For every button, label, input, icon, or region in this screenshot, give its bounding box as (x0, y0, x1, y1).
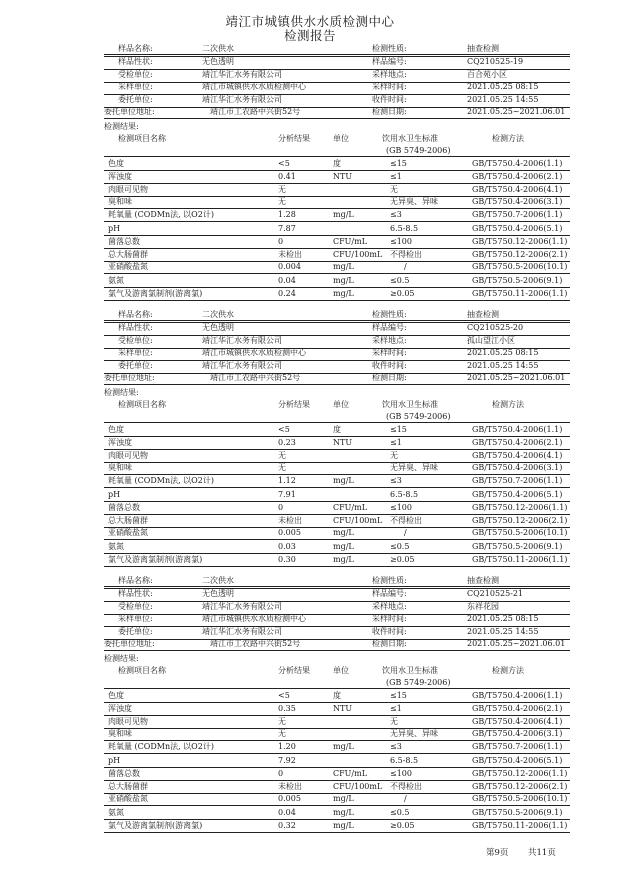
item-method: GB/T5750.7-2006(1.1) (472, 476, 563, 485)
label-entrust-address: 委托单位地址: (104, 373, 155, 382)
item-standard: ≤15 (390, 425, 407, 434)
item-name: 色度 (108, 425, 124, 434)
item-result: 0 (278, 237, 284, 246)
item-name: 菌落总数 (108, 769, 140, 778)
label-sampling-unit: 采样单位: (118, 614, 153, 623)
item-name: 肉眼可见物 (108, 185, 148, 194)
value-receive-time: 2021.05.25 14:55 (467, 361, 539, 370)
column-header-standard: 饮用水卫生标准 (382, 134, 438, 143)
item-standard: ≤1 (390, 704, 402, 713)
item-standard: 6.5-8.5 (390, 490, 419, 499)
column-header-unit: 单位 (333, 400, 349, 409)
label-client-unit: 受检单位: (118, 336, 153, 345)
center-name: 靖江市城镇供水水质检测中心 (225, 14, 395, 29)
sample-section-3 (0, 574, 620, 842)
divider-line (104, 819, 570, 820)
item-unit: mg/L (333, 210, 354, 219)
item-name: 浑浊度 (108, 704, 132, 713)
divider-line (104, 300, 570, 301)
divider-line (104, 501, 570, 502)
item-name: 臭和味 (108, 463, 132, 472)
item-result: 无 (278, 451, 286, 460)
item-unit: CFU/100mL (333, 516, 383, 525)
label-test-date: 检测日期: (372, 373, 407, 382)
label-sample-name: 样品名称: (118, 44, 153, 53)
item-result: 0.30 (278, 555, 296, 564)
value-test-date: 2021.05.25~2021.06.01 (467, 373, 566, 382)
report-title: 检测报告 (283, 28, 336, 43)
divider-line (104, 753, 570, 754)
item-method: GB/T5750.11-2006(1.1) (472, 821, 568, 830)
item-standard: 6.5-8.5 (390, 756, 419, 765)
value-sampling-site: 孤山望江小区 (467, 336, 515, 345)
item-method: GB/T5750.12-2006(2.1) (472, 516, 568, 525)
item-method: GB/T5750.5-2006(9.1) (472, 808, 563, 817)
item-unit: 度 (333, 159, 341, 168)
item-standard: ≥0.05 (390, 821, 415, 830)
item-result: 7.87 (278, 224, 296, 233)
divider-line (104, 702, 570, 703)
results-heading: 检测结果: (104, 654, 139, 663)
item-name: 臭和味 (108, 729, 132, 738)
item-name: 色度 (108, 159, 124, 168)
divider-line (104, 449, 570, 450)
item-result: 1.20 (278, 742, 296, 751)
item-name: pH (108, 490, 121, 499)
value-sample-property: 无色透明 (202, 323, 234, 332)
value-entrust-unit: 靖江华汇水务有限公司 (202, 361, 282, 370)
item-name: 氨氮 (108, 808, 124, 817)
divider-line (104, 539, 570, 540)
column-header-method: 检测方法 (492, 400, 524, 409)
item-method: GB/T5750.4-2006(4.1) (472, 717, 563, 726)
divider-line (104, 553, 570, 554)
item-unit: mg/L (333, 794, 354, 803)
item-method: GB/T5750.12-2006(2.1) (472, 250, 568, 259)
column-header-item: 检测项目名称 (118, 666, 166, 675)
item-name: 总大肠菌群 (108, 516, 148, 525)
item-name: 亚硝酸盐氮 (108, 528, 148, 537)
item-name: 肉眼可见物 (108, 717, 148, 726)
item-method: GB/T5750.4-2006(2.1) (472, 704, 563, 713)
item-result: <5 (278, 159, 290, 168)
value-sample-no: CQ210525-19 (467, 57, 524, 66)
column-header-method: 检测方法 (492, 134, 524, 143)
divider-line (104, 767, 570, 768)
item-method: GB/T5750.5-2006(10.1) (472, 528, 568, 537)
item-result: 0.41 (278, 172, 296, 181)
label-sampling-unit: 采样单位: (118, 82, 153, 91)
item-result: 0.04 (278, 808, 296, 817)
item-name: 耗氧量 (CODMn法, 以O2计) (108, 476, 214, 485)
value-sampling-unit: 靖江市城镇供水水质检测中心 (202, 82, 306, 91)
item-unit: CFU/mL (333, 769, 368, 778)
item-standard: 不得检出 (390, 782, 422, 791)
item-method: GB/T5750.4-2006(1.1) (472, 691, 563, 700)
item-standard: ≤3 (390, 210, 402, 219)
divider-line (104, 54, 570, 55)
item-method: GB/T5750.11-2006(1.1) (472, 555, 568, 564)
value-sample-no: CQ210525-20 (467, 323, 524, 332)
item-method: GB/T5750.5-2006(10.1) (472, 262, 568, 271)
column-header-standard: 饮用水卫生标准 (382, 400, 438, 409)
column-header-item: 检测项目名称 (118, 134, 166, 143)
item-method: GB/T5750.4-2006(1.1) (472, 425, 563, 434)
item-method: GB/T5750.11-2006(1.1) (472, 289, 568, 298)
column-header-method: 检测方法 (492, 666, 524, 675)
item-unit: mg/L (333, 276, 354, 285)
item-result: 0.004 (278, 262, 301, 271)
item-method: GB/T5750.4-2006(4.1) (472, 451, 563, 460)
value-sampling-time: 2021.05.25 08:15 (467, 82, 539, 91)
value-sample-property: 无色透明 (202, 589, 234, 598)
column-header-unit: 单位 (333, 134, 349, 143)
value-sample-name: 二次供水 (202, 576, 234, 585)
item-method: GB/T5750.4-2006(5.1) (472, 490, 563, 499)
label-sample-name: 样品名称: (118, 310, 153, 319)
item-standard: ≤3 (390, 476, 402, 485)
divider-line (104, 422, 570, 423)
item-result: 未检出 (278, 250, 302, 259)
item-name: 臭和味 (108, 197, 132, 206)
divider-line (104, 740, 570, 741)
item-method: GB/T5750.4-2006(3.1) (472, 197, 563, 206)
value-entrust-unit: 靖江华汇水务有限公司 (202, 627, 282, 636)
label-sample-property: 样品性状: (118, 57, 153, 66)
label-sample-no: 样品编号: (372, 323, 407, 332)
value-client-unit: 靖江华汇水务有限公司 (202, 602, 282, 611)
item-standard: ≤0.5 (390, 542, 410, 551)
item-method: GB/T5750.5-2006(9.1) (472, 542, 563, 551)
item-standard: ≥0.05 (390, 555, 415, 564)
item-method: GB/T5750.5-2006(10.1) (472, 794, 568, 803)
sample-section-2 (0, 308, 620, 576)
item-unit: mg/L (333, 821, 354, 830)
item-method: GB/T5750.4-2006(1.1) (472, 159, 563, 168)
item-standard: ≤0.5 (390, 276, 410, 285)
value-test-nature: 抽查检测 (467, 576, 499, 585)
item-name: 氯气及游离氯制剂(游离氯) (108, 555, 203, 564)
item-method: GB/T5750.7-2006(1.1) (472, 742, 563, 751)
divider-line (104, 235, 570, 236)
label-test-nature: 检测性质: (372, 44, 407, 53)
item-name: 色度 (108, 691, 124, 700)
label-entrust-unit: 委托单位: (118, 95, 153, 104)
item-unit: mg/L (333, 555, 354, 564)
item-name: 肉眼可见物 (108, 451, 148, 460)
value-sample-no: CQ210525-21 (467, 589, 524, 598)
item-standard: ≤15 (390, 691, 407, 700)
value-sample-name: 二次供水 (202, 310, 234, 319)
item-method: GB/T5750.5-2006(9.1) (472, 276, 563, 285)
value-sampling-time: 2021.05.25 08:15 (467, 614, 539, 623)
item-name: 氨氮 (108, 276, 124, 285)
value-receive-time: 2021.05.25 14:55 (467, 627, 539, 636)
page-number: 第9页 (486, 848, 509, 858)
item-unit: mg/L (333, 289, 354, 298)
item-standard: 不得检出 (390, 250, 422, 259)
page-total: 共11页 (528, 848, 556, 858)
item-result: 0.04 (278, 276, 296, 285)
divider-line (104, 586, 570, 587)
divider-line (104, 650, 570, 651)
item-result: 1.28 (278, 210, 296, 219)
item-name: 氯气及游离氯制剂(游离氯) (108, 289, 203, 298)
item-standard: 6.5-8.5 (390, 224, 419, 233)
item-unit: CFU/mL (333, 503, 368, 512)
label-sample-no: 样品编号: (372, 589, 407, 598)
value-sample-property: 无色透明 (202, 57, 234, 66)
item-name: 氯气及游离氯制剂(游离氯) (108, 821, 203, 830)
divider-line (104, 780, 570, 781)
item-result: 1.12 (278, 476, 296, 485)
item-result: 0.005 (278, 794, 301, 803)
item-standard: ≤15 (390, 159, 407, 168)
item-standard: 无异臭、异味 (390, 463, 438, 472)
label-sampling-time: 采样时间: (372, 614, 407, 623)
item-result: 无 (278, 197, 286, 206)
value-test-nature: 抽查检测 (467, 44, 499, 53)
divider-line (104, 566, 570, 567)
divider-line (104, 183, 570, 184)
item-method: GB/T5750.12-2006(1.1) (472, 237, 568, 246)
item-method: GB/T5750.4-2006(2.1) (472, 438, 563, 447)
value-client-unit: 靖江华汇水务有限公司 (202, 70, 282, 79)
item-result: 无 (278, 463, 286, 472)
item-result: 0.03 (278, 542, 296, 551)
label-sample-no: 样品编号: (372, 57, 407, 66)
item-standard: 无 (390, 717, 398, 726)
item-method: GB/T5750.4-2006(5.1) (472, 224, 563, 233)
column-header-result: 分析结果 (278, 400, 310, 409)
value-entrust-unit: 靖江华汇水务有限公司 (202, 95, 282, 104)
item-result: 0.35 (278, 704, 296, 713)
item-name: 菌落总数 (108, 503, 140, 512)
item-result: 0.32 (278, 821, 296, 830)
column-header-standard-code: (GB 5749-2006) (386, 146, 451, 155)
divider-line (104, 287, 570, 288)
item-result: 0.23 (278, 438, 296, 447)
divider-line (104, 384, 570, 385)
item-name: 浑浊度 (108, 172, 132, 181)
item-standard: / (404, 794, 407, 803)
label-receive-time: 收件时间: (372, 627, 407, 636)
value-receive-time: 2021.05.25 14:55 (467, 95, 539, 104)
column-header-unit: 单位 (333, 666, 349, 675)
item-result: 7.91 (278, 490, 296, 499)
item-unit: mg/L (333, 528, 354, 537)
divider-line (104, 221, 570, 222)
label-sampling-time: 采样时间: (372, 82, 407, 91)
item-method: GB/T5750.4-2006(4.1) (472, 185, 563, 194)
item-result: 未检出 (278, 782, 302, 791)
item-standard: ≤3 (390, 742, 402, 751)
item-method: GB/T5750.4-2006(5.1) (472, 756, 563, 765)
column-header-result: 分析结果 (278, 134, 310, 143)
label-test-nature: 检测性质: (372, 310, 407, 319)
item-unit: CFU/100mL (333, 782, 383, 791)
label-test-nature: 检测性质: (372, 576, 407, 585)
item-name: 耗氧量 (CODMn法, 以O2计) (108, 742, 214, 751)
value-sample-name: 二次供水 (202, 44, 234, 53)
value-sampling-site: 百合苑小区 (467, 70, 507, 79)
value-entrust-address: 靖江市工农路中兴街52号 (210, 107, 301, 116)
label-sample-property: 样品性状: (118, 589, 153, 598)
item-standard: ≤1 (390, 438, 402, 447)
divider-line (104, 715, 570, 716)
divider-line (104, 118, 570, 119)
divider-line (104, 805, 570, 806)
item-name: 总大肠菌群 (108, 782, 148, 791)
column-header-standard-code: (GB 5749-2006) (386, 412, 451, 421)
column-header-result: 分析结果 (278, 666, 310, 675)
item-result: 0 (278, 503, 284, 512)
item-name: 亚硝酸盐氮 (108, 794, 148, 803)
label-sample-name: 样品名称: (118, 576, 153, 585)
item-unit: 度 (333, 425, 341, 434)
sample-section-1 (0, 42, 620, 310)
label-sampling-time: 采样时间: (372, 348, 407, 357)
value-sampling-unit: 靖江市城镇供水水质检测中心 (202, 348, 306, 357)
results-heading: 检测结果: (104, 388, 139, 397)
item-result: 0.005 (278, 528, 301, 537)
divider-line (104, 514, 570, 515)
item-name: 菌落总数 (108, 237, 140, 246)
item-unit: CFU/mL (333, 237, 368, 246)
divider-line (104, 208, 570, 209)
item-standard: 无异臭、异味 (390, 729, 438, 738)
item-standard: ≤0.5 (390, 808, 410, 817)
item-result: 无 (278, 729, 286, 738)
divider-line (104, 487, 570, 488)
value-test-date: 2021.05.25~2021.06.01 (467, 639, 566, 648)
value-test-nature: 抽查检测 (467, 310, 499, 319)
item-result: <5 (278, 691, 290, 700)
divider-line (104, 436, 570, 437)
value-sampling-time: 2021.05.25 08:15 (467, 348, 539, 357)
value-client-unit: 靖江华汇水务有限公司 (202, 336, 282, 345)
column-header-standard: 饮用水卫生标准 (382, 666, 438, 675)
item-standard: ≤100 (390, 237, 412, 246)
item-unit: NTU (333, 438, 353, 447)
item-unit: mg/L (333, 476, 354, 485)
label-client-unit: 受检单位: (118, 602, 153, 611)
item-method: GB/T5750.12-2006(2.1) (472, 782, 568, 791)
value-sampling-unit: 靖江市城镇供水水质检测中心 (202, 614, 306, 623)
item-standard: / (404, 262, 407, 271)
column-header-standard-code: (GB 5749-2006) (386, 678, 451, 687)
item-result: 未检出 (278, 516, 302, 525)
value-entrust-address: 靖江市工农路中兴街52号 (210, 639, 301, 648)
item-name: 耗氧量 (CODMn法, 以O2计) (108, 210, 214, 219)
label-sample-property: 样品性状: (118, 323, 153, 332)
divider-line (104, 273, 570, 274)
item-result: 0 (278, 769, 284, 778)
item-standard: 不得检出 (390, 516, 422, 525)
item-standard: ≤1 (390, 172, 402, 181)
item-unit: NTU (333, 704, 353, 713)
item-standard: ≤100 (390, 769, 412, 778)
value-entrust-address: 靖江市工农路中兴街52号 (210, 373, 301, 382)
item-result: 无 (278, 717, 286, 726)
item-standard: ≥0.05 (390, 289, 415, 298)
item-name: 浑浊度 (108, 438, 132, 447)
label-sampling-site: 采样地点: (372, 336, 407, 345)
divider-line (104, 248, 570, 249)
item-unit: mg/L (333, 808, 354, 817)
label-receive-time: 收件时间: (372, 95, 407, 104)
label-test-date: 检测日期: (372, 639, 407, 648)
label-client-unit: 受检单位: (118, 70, 153, 79)
item-result: 无 (278, 185, 286, 194)
divider-line (104, 156, 570, 157)
item-result: 7.92 (278, 756, 296, 765)
label-sampling-site: 采样地点: (372, 602, 407, 611)
label-entrust-address: 委托单位地址: (104, 639, 155, 648)
item-standard: / (404, 528, 407, 537)
item-method: GB/T5750.4-2006(2.1) (472, 172, 563, 181)
item-result: <5 (278, 425, 290, 434)
value-test-date: 2021.05.25~2021.06.01 (467, 107, 566, 116)
divider-line (104, 474, 570, 475)
item-method: GB/T5750.4-2006(3.1) (472, 463, 563, 472)
divider-line (104, 320, 570, 321)
item-unit: mg/L (333, 742, 354, 751)
label-sampling-site: 采样地点: (372, 70, 407, 79)
label-receive-time: 收件时间: (372, 361, 407, 370)
divider-line (104, 170, 570, 171)
results-heading: 检测结果: (104, 122, 139, 131)
item-standard: ≤100 (390, 503, 412, 512)
item-method: GB/T5750.7-2006(1.1) (472, 210, 563, 219)
item-name: 亚硝酸盐氮 (108, 262, 148, 271)
item-name: pH (108, 224, 121, 233)
divider-line (104, 832, 570, 833)
item-unit: NTU (333, 172, 353, 181)
label-entrust-address: 委托单位地址: (104, 107, 155, 116)
item-unit: CFU/100mL (333, 250, 383, 259)
label-sampling-unit: 采样单位: (118, 348, 153, 357)
label-entrust-unit: 委托单位: (118, 627, 153, 636)
item-name: 氨氮 (108, 542, 124, 551)
item-result: 0.24 (278, 289, 296, 298)
item-name: 总大肠菌群 (108, 250, 148, 259)
column-header-item: 检测项目名称 (118, 400, 166, 409)
item-standard: 无 (390, 185, 398, 194)
divider-line (104, 601, 570, 602)
item-method: GB/T5750.4-2006(3.1) (472, 729, 563, 738)
item-standard: 无 (390, 451, 398, 460)
item-unit: 度 (333, 691, 341, 700)
label-test-date: 检测日期: (372, 107, 407, 116)
item-name: pH (108, 756, 121, 765)
item-standard: 无异臭、异味 (390, 197, 438, 206)
value-sampling-site: 东祥花园 (467, 602, 499, 611)
item-unit: mg/L (333, 542, 354, 551)
divider-line (104, 688, 570, 689)
label-entrust-unit: 委托单位: (118, 361, 153, 370)
item-method: GB/T5750.12-2006(1.1) (472, 503, 568, 512)
item-method: GB/T5750.12-2006(1.1) (472, 769, 568, 778)
item-unit: mg/L (333, 262, 354, 271)
